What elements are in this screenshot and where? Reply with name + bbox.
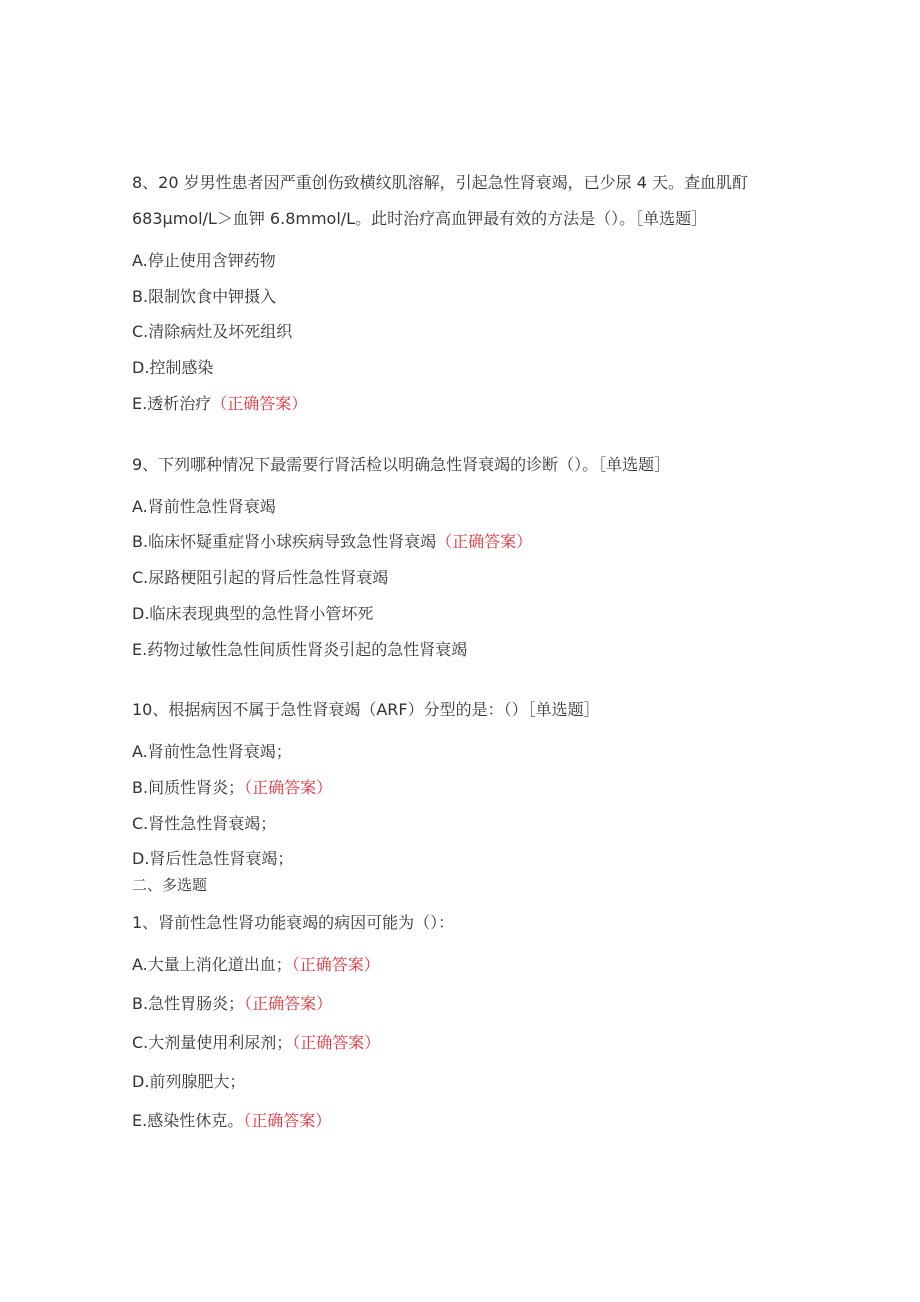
question-10-option-d <box>132 849 293 869</box>
question-8-option-e <box>132 394 307 414</box>
question-9-option-a <box>132 497 276 517</box>
section-title-multi-choice: 二、多选题 <box>132 876 208 894</box>
multi-question-1-option-e <box>132 1111 331 1131</box>
question-9-option-d <box>132 604 373 624</box>
correct-answer-mark: （正确答案） <box>291 955 380 974</box>
multi-question-1-option-b <box>132 994 332 1014</box>
question-8-option-a <box>132 251 276 271</box>
option-text: B.临床怀疑重症肾小球疾病导致急性肾衰竭 <box>132 532 437 551</box>
option-text: C.肾性急性肾衰竭； <box>132 814 277 833</box>
option-text: C.尿路梗阻引起的肾后性急性肾衰竭 <box>132 568 389 587</box>
option-text: B.间质性肾炎； <box>132 778 245 797</box>
question-8-option-d <box>132 358 213 378</box>
option-text: A.大量上消化道出血； <box>132 955 292 974</box>
question-10-stem: 10、根据病因不属于急性肾衰竭（ARF）分型的是：（）［单选题］ <box>132 700 600 719</box>
option-text: D.肾后性急性肾衰竭； <box>132 849 294 868</box>
question-9-option-b <box>132 532 532 552</box>
option-text: A.肾前性急性肾衰竭 <box>132 497 276 516</box>
question-10-option-a <box>132 742 292 762</box>
option-text: A.停止使用含钾药物 <box>132 251 276 270</box>
option-text: C.大剂量使用利尿剂； <box>132 1033 293 1052</box>
option-text: D.控制感染 <box>132 358 214 377</box>
correct-answer-mark: （正确答案） <box>244 778 333 797</box>
question-8-stem-line1: 8、20 岁男性患者因严重创伤致横纹肌溶解，引起急性肾衰竭，已少尿 4 天。查血肌酊 <box>132 173 748 192</box>
option-text: D.前列腺肥大； <box>132 1072 246 1091</box>
correct-answer-mark: （正确答案） <box>211 394 308 413</box>
correct-answer-mark: （正确答案） <box>292 1033 381 1052</box>
correct-answer-mark: （正确答案） <box>436 532 533 551</box>
option-text: B.急性胃肠炎； <box>132 994 245 1013</box>
option-text: E.透析治疗 <box>132 394 212 413</box>
option-text: A.肾前性急性肾衰竭； <box>132 742 292 761</box>
correct-answer-mark: （正确答案） <box>243 1111 332 1130</box>
question-9-option-e <box>132 640 467 660</box>
question-8-option-b <box>132 287 276 307</box>
question-10-option-c <box>132 814 276 834</box>
option-text: E.感染性休克。 <box>132 1111 244 1130</box>
option-text: C.清除病灶及坏死组织 <box>132 322 293 341</box>
question-10-option-b <box>132 778 332 798</box>
multi-question-1-stem: 1、肾前性急性肾功能衰竭的病因可能为（）： <box>132 913 455 932</box>
question-9-option-c <box>132 568 388 588</box>
question-8-stem-line2: 683μmol/L＞血钾 6.8mmol/L。此时治疗高血钾最有效的方法是（）。［单选题］ <box>132 209 708 228</box>
correct-answer-mark: （正确答案） <box>244 994 333 1013</box>
question-8-option-c <box>132 322 292 342</box>
multi-question-1-option-d <box>132 1072 245 1092</box>
multi-question-1-option-a <box>132 955 380 975</box>
question-9-stem: 9、下列哪种情况下最需要行肾活检以明确急性肾衰竭的诊断（）。［单选题］ <box>132 455 671 474</box>
option-text: D.临床表现典型的急性肾小管坏死 <box>132 604 374 623</box>
option-text: E.药物过敏性急性间质性肾炎引起的急性肾衰竭 <box>132 640 468 659</box>
multi-question-1-option-c <box>132 1033 380 1053</box>
option-text: B.限制饮食中钾摄入 <box>132 287 277 306</box>
